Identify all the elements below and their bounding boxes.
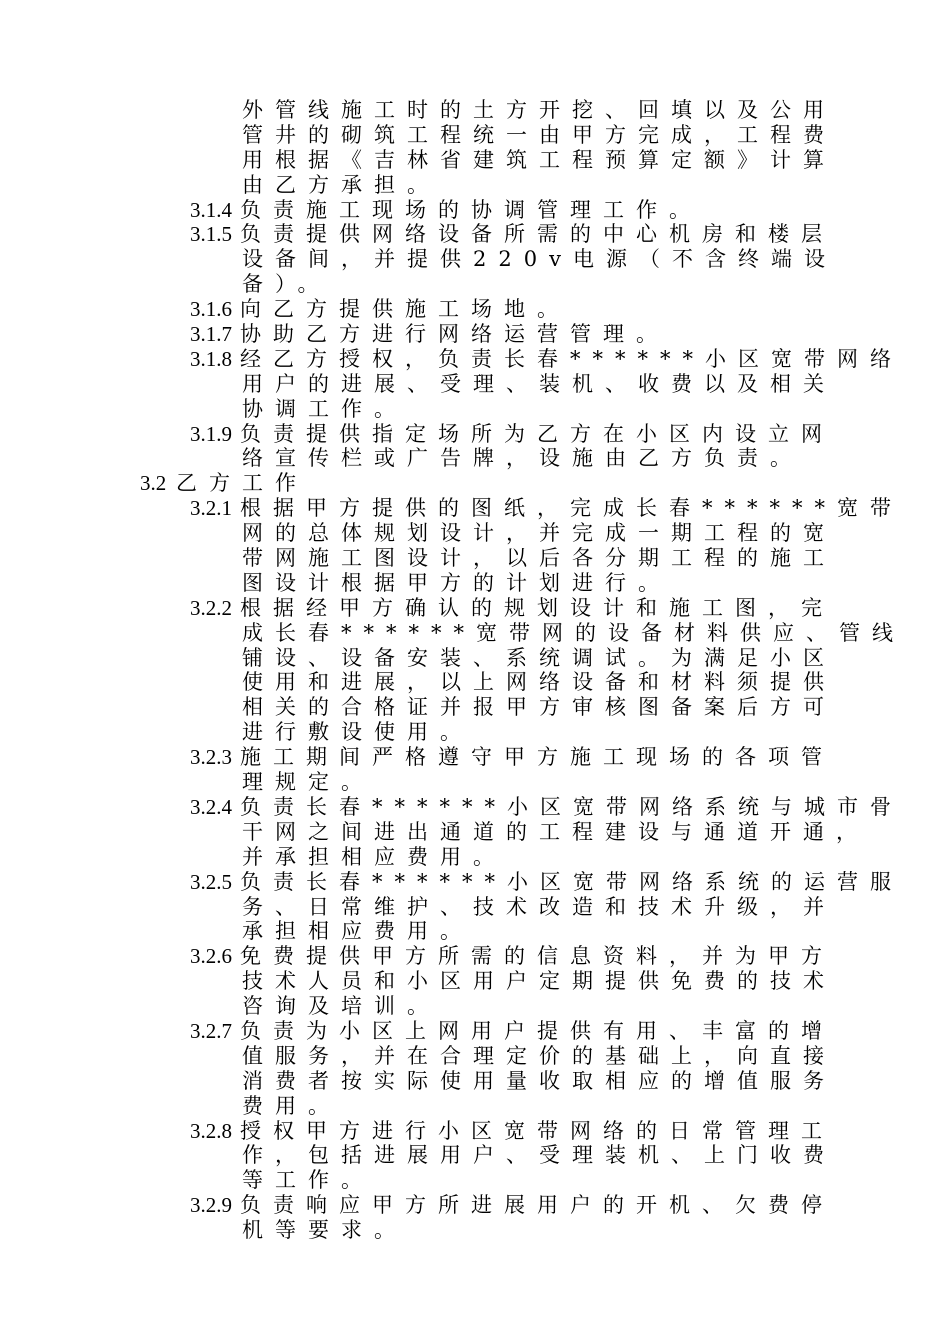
- text-line: 3.2.4 负责长春******小区宽带网络系统与城市骨: [190, 794, 903, 819]
- text-line: 等工作。: [242, 1168, 374, 1193]
- text-line: 图设计根据甲方的计划进行。: [242, 570, 671, 595]
- text-line: 承担相应费用。: [242, 919, 473, 944]
- clause-number: 3.1.4: [190, 197, 232, 222]
- text-line: 用户的进展、受理、装机、收费以及相关: [242, 371, 836, 396]
- clause-3-2-5: [190, 869, 903, 945]
- text-line: 使用和进展，以上网络设备和材料须提供: [242, 670, 836, 695]
- text-line: 用根据《吉林省建筑工程预算定额》计算: [242, 147, 836, 172]
- clause-3-2-3: [190, 745, 834, 795]
- text-line: 值服务，并在合理定价的基础上，向直接: [242, 1043, 836, 1068]
- clause-number: 3.1.8: [190, 346, 232, 371]
- clause-number: 3.1.9: [190, 421, 232, 446]
- text-line: 理规定。: [242, 770, 374, 795]
- clause-3-1-5: [190, 222, 837, 297]
- section-heading: [140, 471, 830, 496]
- text-line: 3.2.2 根据经甲方确认的规划设计和施工图，完: [190, 595, 834, 620]
- text-line: 3.1.6 向乙方提供施工场地。: [190, 297, 570, 322]
- text-line: 3.1.7 协助乙方进行网络运营管理。: [190, 322, 669, 347]
- clause-number: 3.1.5: [190, 222, 232, 247]
- clause-number: 3.2.7: [190, 1018, 232, 1043]
- clause-number: 3.2.6: [190, 944, 232, 969]
- clause-3-2-9: [190, 1193, 834, 1243]
- text-line: 作，包括进展用户、受理装机、上门收费: [242, 1143, 836, 1168]
- clause-number: 3.1.7: [190, 322, 232, 347]
- text-line: 3.2.5 负责长春******小区宽带网络系统的运营服: [190, 869, 903, 894]
- text-line: 3.2.1 根据甲方提供的图纸，完成长春******宽带: [190, 496, 903, 521]
- text-line: 费用。: [242, 1093, 341, 1118]
- clause-3-1-6: [190, 297, 830, 322]
- clause-3-1-8: [190, 346, 903, 422]
- text-line: 3.2.7 负责为小区上网用户提供有用、丰富的增: [190, 1018, 834, 1043]
- text-line: 咨询及培训。: [242, 994, 440, 1019]
- continuation-paragraph: [190, 98, 836, 198]
- text-line: 3.2.6 免费提供甲方所需的信息资料，并为甲方: [190, 944, 834, 969]
- clause-3-2-6: [190, 944, 836, 1019]
- clause-number: 3.2.3: [190, 745, 232, 770]
- document-page: [0, 98, 950, 1243]
- text-line: 3.1.4 负责施工现场的协调管理工作。: [190, 197, 702, 222]
- text-line: 络宣传栏或广告牌，设施由乙方负责。: [242, 446, 803, 471]
- clause-3-2-4: [190, 794, 903, 870]
- text-line: 机等要求。: [242, 1218, 407, 1243]
- clause-3-2-1: [190, 496, 903, 596]
- text-line: 管井的砌筑工程统一由甲方完成，工程费: [242, 122, 836, 147]
- text-line: 设备间，并提供220v电源（不含终端设: [242, 247, 837, 272]
- section-title: 乙方工作: [176, 471, 308, 496]
- text-line: 3.1.5 负责提供网络设备所需的中心机房和楼层: [190, 222, 834, 247]
- section-3-2-heading: [140, 471, 830, 496]
- text-line: 消费者按实际使用量收取相应的增值服务: [242, 1068, 836, 1093]
- text-line: 技术人员和小区用户定期提供免费的技术: [242, 969, 836, 994]
- text-line: 3.2.8 授权甲方进行小区宽带网络的日常管理工: [190, 1118, 834, 1143]
- clause-3-1-7: [190, 322, 830, 347]
- clause-3-2-7: [190, 1018, 836, 1119]
- section-number: 3.2: [140, 471, 167, 496]
- clause-3-1-9: [190, 421, 834, 472]
- text-line: 并承担相应费用。: [242, 844, 506, 869]
- text-line: 网的总体规划设计，并完成一期工程的宽: [242, 521, 836, 546]
- text-line: 进行敷设使用。: [242, 720, 473, 745]
- clause-3-2-8: [190, 1118, 836, 1194]
- clause-number: 3.2.2: [190, 595, 232, 620]
- clause-number: 3.2.4: [190, 794, 232, 819]
- text-line: 由乙方承担。: [242, 172, 440, 197]
- text-line: 3.1.9 负责提供指定场所为乙方在小区内设立网: [190, 421, 834, 446]
- text-line: 备）。: [242, 272, 331, 297]
- text-line: 3.2.9 负责响应甲方所进展用户的开机、欠费停: [190, 1193, 834, 1218]
- clause-number: 3.2.9: [190, 1193, 232, 1218]
- text-line: 带网施工图设计，以后各分期工程的施工: [242, 546, 836, 571]
- clause-number: 3.2.8: [190, 1118, 232, 1143]
- text-line: 成长春******宽带网的设备材料供应、管线: [242, 620, 905, 645]
- clause-3-2-2: [190, 595, 905, 745]
- text-line: 相关的合格证并报甲方审核图备案后方可: [242, 695, 836, 720]
- text-line: 铺设、设备安装、系统调试。为满足小区: [242, 645, 836, 670]
- text-line: 协调工作。: [242, 396, 407, 421]
- text-line: 务、日常维护、技术改造和技术升级，并: [242, 894, 836, 919]
- text-line: 3.2.3 施工期间严格遵守甲方施工现场的各项管: [190, 745, 834, 770]
- text-line: 外管线施工时的土方开挖、回填以及公用: [242, 98, 836, 122]
- clause-number: 3.1.6: [190, 297, 232, 322]
- text-line: 3.1.8 经乙方授权，负责长春******小区宽带网络: [190, 346, 903, 371]
- text-line: 干网之间进出通道的工程建设与通道开通，: [242, 819, 869, 844]
- clause-number: 3.2.5: [190, 869, 232, 894]
- clause-number: 3.2.1: [190, 496, 232, 521]
- clause-3-1-4: [190, 198, 830, 223]
